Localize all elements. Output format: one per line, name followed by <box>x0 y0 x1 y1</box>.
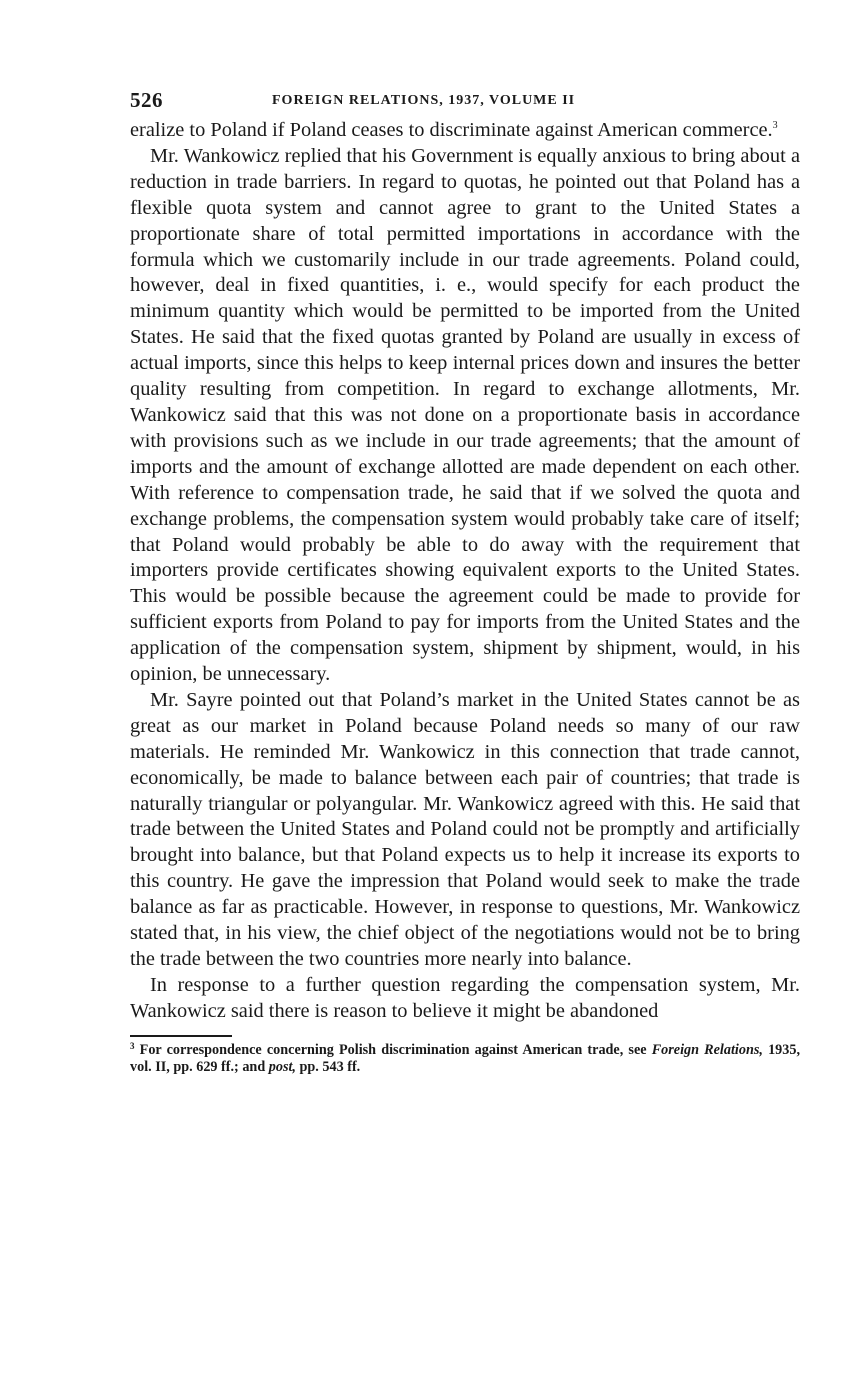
page-header <box>130 88 800 118</box>
paragraph-4: In response to a further question regarding the compensation system, Mr. Wankowicz said there is reason to believe it might be abandoned <box>130 973 800 1022</box>
footnote-reference[interactable]: 3 <box>772 120 778 131</box>
footnote <box>130 1042 800 1077</box>
footnote-citation-title: Foreign Relations, <box>651 1041 763 1058</box>
paragraph-1-text: eralize to Poland if Poland ceases to discriminate against American commerce. <box>130 119 773 141</box>
footnote-post: post, <box>268 1059 296 1076</box>
footnote-divider <box>130 1035 232 1037</box>
footnote-marker: 3 <box>130 1040 135 1051</box>
footnote-text-3: pp. 543 ff. <box>299 1059 361 1076</box>
page-number: 526 <box>130 88 163 112</box>
paragraph-2: Mr. Wankowicz replied that his Government is equally anxious to bring about a reduction in trade barriers. In regard to quotas, he pointed out that Poland has a flexible quota system and cannot agree to grant to the United States a proportionate share of total permitted importations in accordance with the formula which we customarily include in our trade agreements. Poland could, however, deal in fixed quantities, i. e., would specify for each product the minimum quantity which would be permitted to be imported from the United States. He said that the fixed quotas granted by Poland are usually in excess of actual imports, since this helps to keep internal prices down and insures the better quality resulting from competition. In regard to exchange allotments, Mr. Wankowicz said that this was not done on a proportionate basis in accordance with provisions such as we include in our trade agreements; that the amount of imports and the amount of exchange allotted are made dependent on each other. With reference to compensation trade, he said that if we solved the quota and exchange problems, the compensation system would probably take care of itself; that Poland would probably be able to do away with the requirement that importers provide certificates showing equivalent exports to the United States. This would be possible because the agreement could be made to provide for sufficient exports from Poland to pay for imports from the United States and the application of the compensation system, shipment by shipment, would, in his opinion, be unnecessary. <box>130 144 800 686</box>
running-head: FOREIGN RELATIONS, 1937, VOLUME II <box>272 93 576 108</box>
paragraph-3: Mr. Sayre pointed out that Poland’s market in the United States cannot be as great as our market in Poland because Poland needs so many of our raw materials. He reminded Mr. Wankowicz in this connection that trade cannot, economically, be made to balance between each pair of countries; that trade is naturally triangular or polyangular. Mr. Wankowicz agreed with this. He said that trade between the United States and Poland could not be promptly and artificially brought into balance, but that Poland expects us to help it increase its exports to this country. He gave the impression that Poland would seek to make the trade balance as far as practicable. However, in response to questions, Mr. Wankowicz stated that, in his view, the chief object of the negotiations would not be to bring the trade between the two countries more nearly into balance. <box>130 688 800 970</box>
footnote-text-2: 1935, vol. II, pp. 629 ff.; and <box>130 1041 800 1076</box>
document-page <box>130 88 800 1077</box>
body-text <box>130 118 800 1025</box>
paragraph-1 <box>130 118 800 144</box>
footnote-text-1: For correspondence concerning Polish discrimination against American trade, see <box>139 1041 647 1058</box>
